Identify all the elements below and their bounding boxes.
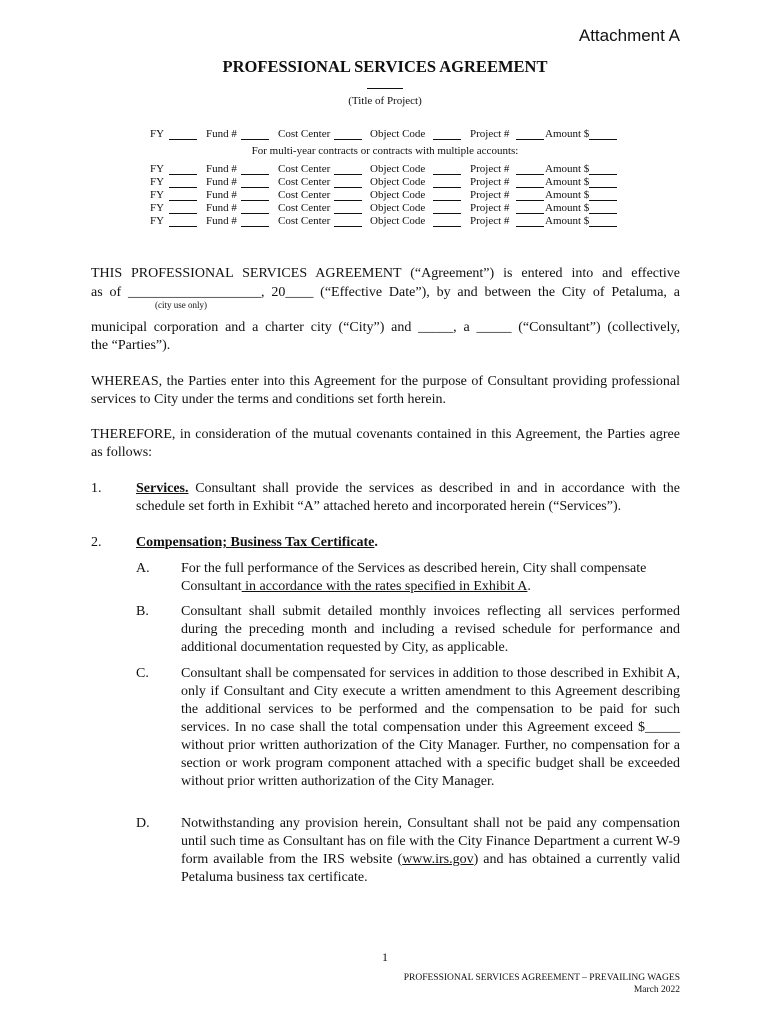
- section-number: 2.: [91, 535, 102, 550]
- fund-label: Fund #: [206, 202, 237, 214]
- fy-blank[interactable]: [169, 213, 197, 214]
- amount-blank[interactable]: [589, 187, 617, 188]
- subsection-letter: C.: [136, 666, 149, 681]
- object-code-blank[interactable]: [433, 213, 461, 214]
- amount-label: Amount $: [545, 176, 590, 188]
- page-number: 1: [382, 950, 388, 964]
- fy-blank[interactable]: [169, 226, 197, 227]
- fund-label: Fund #: [206, 215, 237, 227]
- irs-website-link[interactable]: www.irs.gov: [402, 852, 474, 867]
- object-code-label: Object Code: [370, 176, 426, 188]
- subsection-c: Consultant shall be compensated for services in addition to those described in Exhibit A, only if Consultant and City execute a written amendment to this Agreement describing the additional services to be performed and the compensation to be paid for such services. In no case shall the total compensation under this Agreement exceed $_____ without prior written authorization of the City Manager. Further, no compensation for a section or work program component attached with a specific budget shall be exceeded without prior written authorization of the City Manager.: [181, 666, 680, 789]
- fund-blank[interactable]: [241, 187, 269, 188]
- cost-center-blank[interactable]: [334, 187, 362, 188]
- object-code-label: Object Code: [370, 202, 426, 214]
- project-blank[interactable]: [516, 200, 544, 201]
- amount-blank[interactable]: [589, 200, 617, 201]
- amount-label: Amount $: [545, 163, 590, 175]
- document-title: PROFESSIONAL SERVICES AGREEMENT: [222, 57, 548, 76]
- fund-blank[interactable]: [241, 226, 269, 227]
- fund-label: Fund #: [206, 189, 237, 201]
- object-code-label: Object Code: [370, 128, 426, 140]
- fund-label: Fund #: [206, 163, 237, 175]
- project-blank[interactable]: [516, 139, 544, 140]
- section-heading: Compensation; Business Tax Certificate: [136, 535, 375, 550]
- section-compensation: Compensation; Business Tax Certificate.: [136, 535, 378, 550]
- fy-label: FY: [150, 215, 165, 227]
- project-blank[interactable]: [516, 187, 544, 188]
- cost-center-label: Cost Center: [278, 189, 331, 201]
- object-code-blank[interactable]: [433, 200, 461, 201]
- therefore-paragraph: THEREFORE, in consideration of the mutual covenants contained in this Agreement, the Parties agree as follows:: [91, 427, 680, 460]
- object-code-blank[interactable]: [433, 139, 461, 140]
- intro-line-4: the “Parties”).: [91, 338, 171, 353]
- fund-blank[interactable]: [241, 139, 269, 140]
- cost-center-blank[interactable]: [334, 174, 362, 175]
- object-code-label: Object Code: [370, 215, 426, 227]
- section-services: [136, 480, 680, 516]
- fy-blank[interactable]: [169, 200, 197, 201]
- intro-line-3: municipal corporation and a charter city (“City”) and _____, a _____ (“Consultant”) (collectively,: [91, 320, 680, 335]
- amount-blank[interactable]: [589, 174, 617, 175]
- fy-blank[interactable]: [169, 187, 197, 188]
- amount-label: Amount $: [545, 215, 590, 227]
- cost-center-label: Cost Center: [278, 215, 331, 227]
- attachment-label: Attachment A: [578, 26, 680, 45]
- fund-label: Fund #: [206, 128, 237, 140]
- cost-center-blank[interactable]: [334, 226, 362, 227]
- intro-line-1: THIS PROFESSIONAL SERVICES AGREEMENT (“Agreement”) is entered into and effective: [91, 266, 680, 281]
- fund-blank[interactable]: [241, 174, 269, 175]
- section-text: Consultant shall provide the services as described in and in accordance with the schedule set forth in Exhibit “A” attached hereto and incorporated herein (“Services”).: [136, 481, 680, 514]
- subsection-b: Consultant shall submit detailed monthly invoices reflecting all services performed during the preceding month and including a revised schedule for performance and additional documentation requested by City, as applicable.: [181, 604, 680, 655]
- cost-center-label: Cost Center: [278, 176, 331, 188]
- footer-date: March 2022: [633, 985, 680, 995]
- fy-label: FY: [150, 202, 165, 214]
- cost-center-label: Cost Center: [278, 128, 331, 140]
- multi-year-note: For multi-year contracts or contracts with multiple accounts:: [251, 145, 519, 157]
- fund-blank[interactable]: [241, 213, 269, 214]
- amount-label: Amount $: [545, 189, 590, 201]
- amount-label: Amount $: [545, 202, 590, 214]
- subsection-letter: B.: [136, 604, 149, 619]
- amount-blank[interactable]: [589, 226, 617, 227]
- cost-center-blank[interactable]: [334, 213, 362, 214]
- project-label: Project #: [470, 176, 510, 188]
- cost-center-label: Cost Center: [278, 163, 331, 175]
- amount-blank[interactable]: [589, 139, 617, 140]
- fund-blank[interactable]: [241, 200, 269, 201]
- object-code-blank[interactable]: [433, 226, 461, 227]
- subsection-a: For the full performance of the Services as described herein, City shall compensate Consultant in accordance with the rates specified in Exhibit A.: [181, 561, 647, 594]
- fy-label: FY: [150, 189, 165, 201]
- fy-blank[interactable]: [169, 139, 197, 140]
- city-use-note: (city use only): [155, 300, 207, 310]
- project-blank[interactable]: [516, 174, 544, 175]
- amount-blank[interactable]: [589, 213, 617, 214]
- fy-label: FY: [150, 163, 165, 175]
- object-code-label: Object Code: [370, 189, 426, 201]
- subsection-d: Notwithstanding any provision herein, Consultant shall not be paid any compensation until such time as Consultant has on file with the City Finance Department a current W-9 form available from the IRS website (www.irs.gov) and has obtained a currently valid Petaluma business tax certificate.: [181, 816, 680, 885]
- project-label: Project #: [470, 215, 510, 227]
- project-title-caption: (Title of Project): [348, 95, 422, 107]
- fund-label: Fund #: [206, 176, 237, 188]
- project-label: Project #: [470, 202, 510, 214]
- fy-blank[interactable]: [169, 174, 197, 175]
- project-title-blank[interactable]: [367, 88, 403, 89]
- project-label: Project #: [470, 128, 510, 140]
- cost-center-blank[interactable]: [334, 200, 362, 201]
- subsection-letter: A.: [136, 561, 150, 576]
- section-number: 1.: [91, 481, 102, 496]
- fy-label: FY: [150, 128, 165, 140]
- project-blank[interactable]: [516, 226, 544, 227]
- object-code-blank[interactable]: [433, 174, 461, 175]
- fy-label: FY: [150, 176, 165, 188]
- section-heading: Services.: [136, 481, 189, 496]
- object-code-label: Object Code: [370, 163, 426, 175]
- cost-center-blank[interactable]: [334, 139, 362, 140]
- cost-center-label: Cost Center: [278, 202, 331, 214]
- project-label: Project #: [470, 189, 510, 201]
- subsection-letter: D.: [136, 816, 150, 831]
- amount-label: Amount $: [545, 128, 590, 140]
- whereas-paragraph: WHEREAS, the Parties enter into this Agreement for the purpose of Consultant providing professional services to City under the terms and conditions set forth herein.: [91, 374, 680, 407]
- object-code-blank[interactable]: [433, 187, 461, 188]
- intro-line-2: as of ___________________, 20____ (“Effective Date”), by and between the City of Petaluma, a: [91, 285, 680, 300]
- project-label: Project #: [470, 163, 510, 175]
- project-blank[interactable]: [516, 213, 544, 214]
- footer-document-name: PROFESSIONAL SERVICES AGREEMENT – PREVAILING WAGES: [403, 973, 680, 983]
